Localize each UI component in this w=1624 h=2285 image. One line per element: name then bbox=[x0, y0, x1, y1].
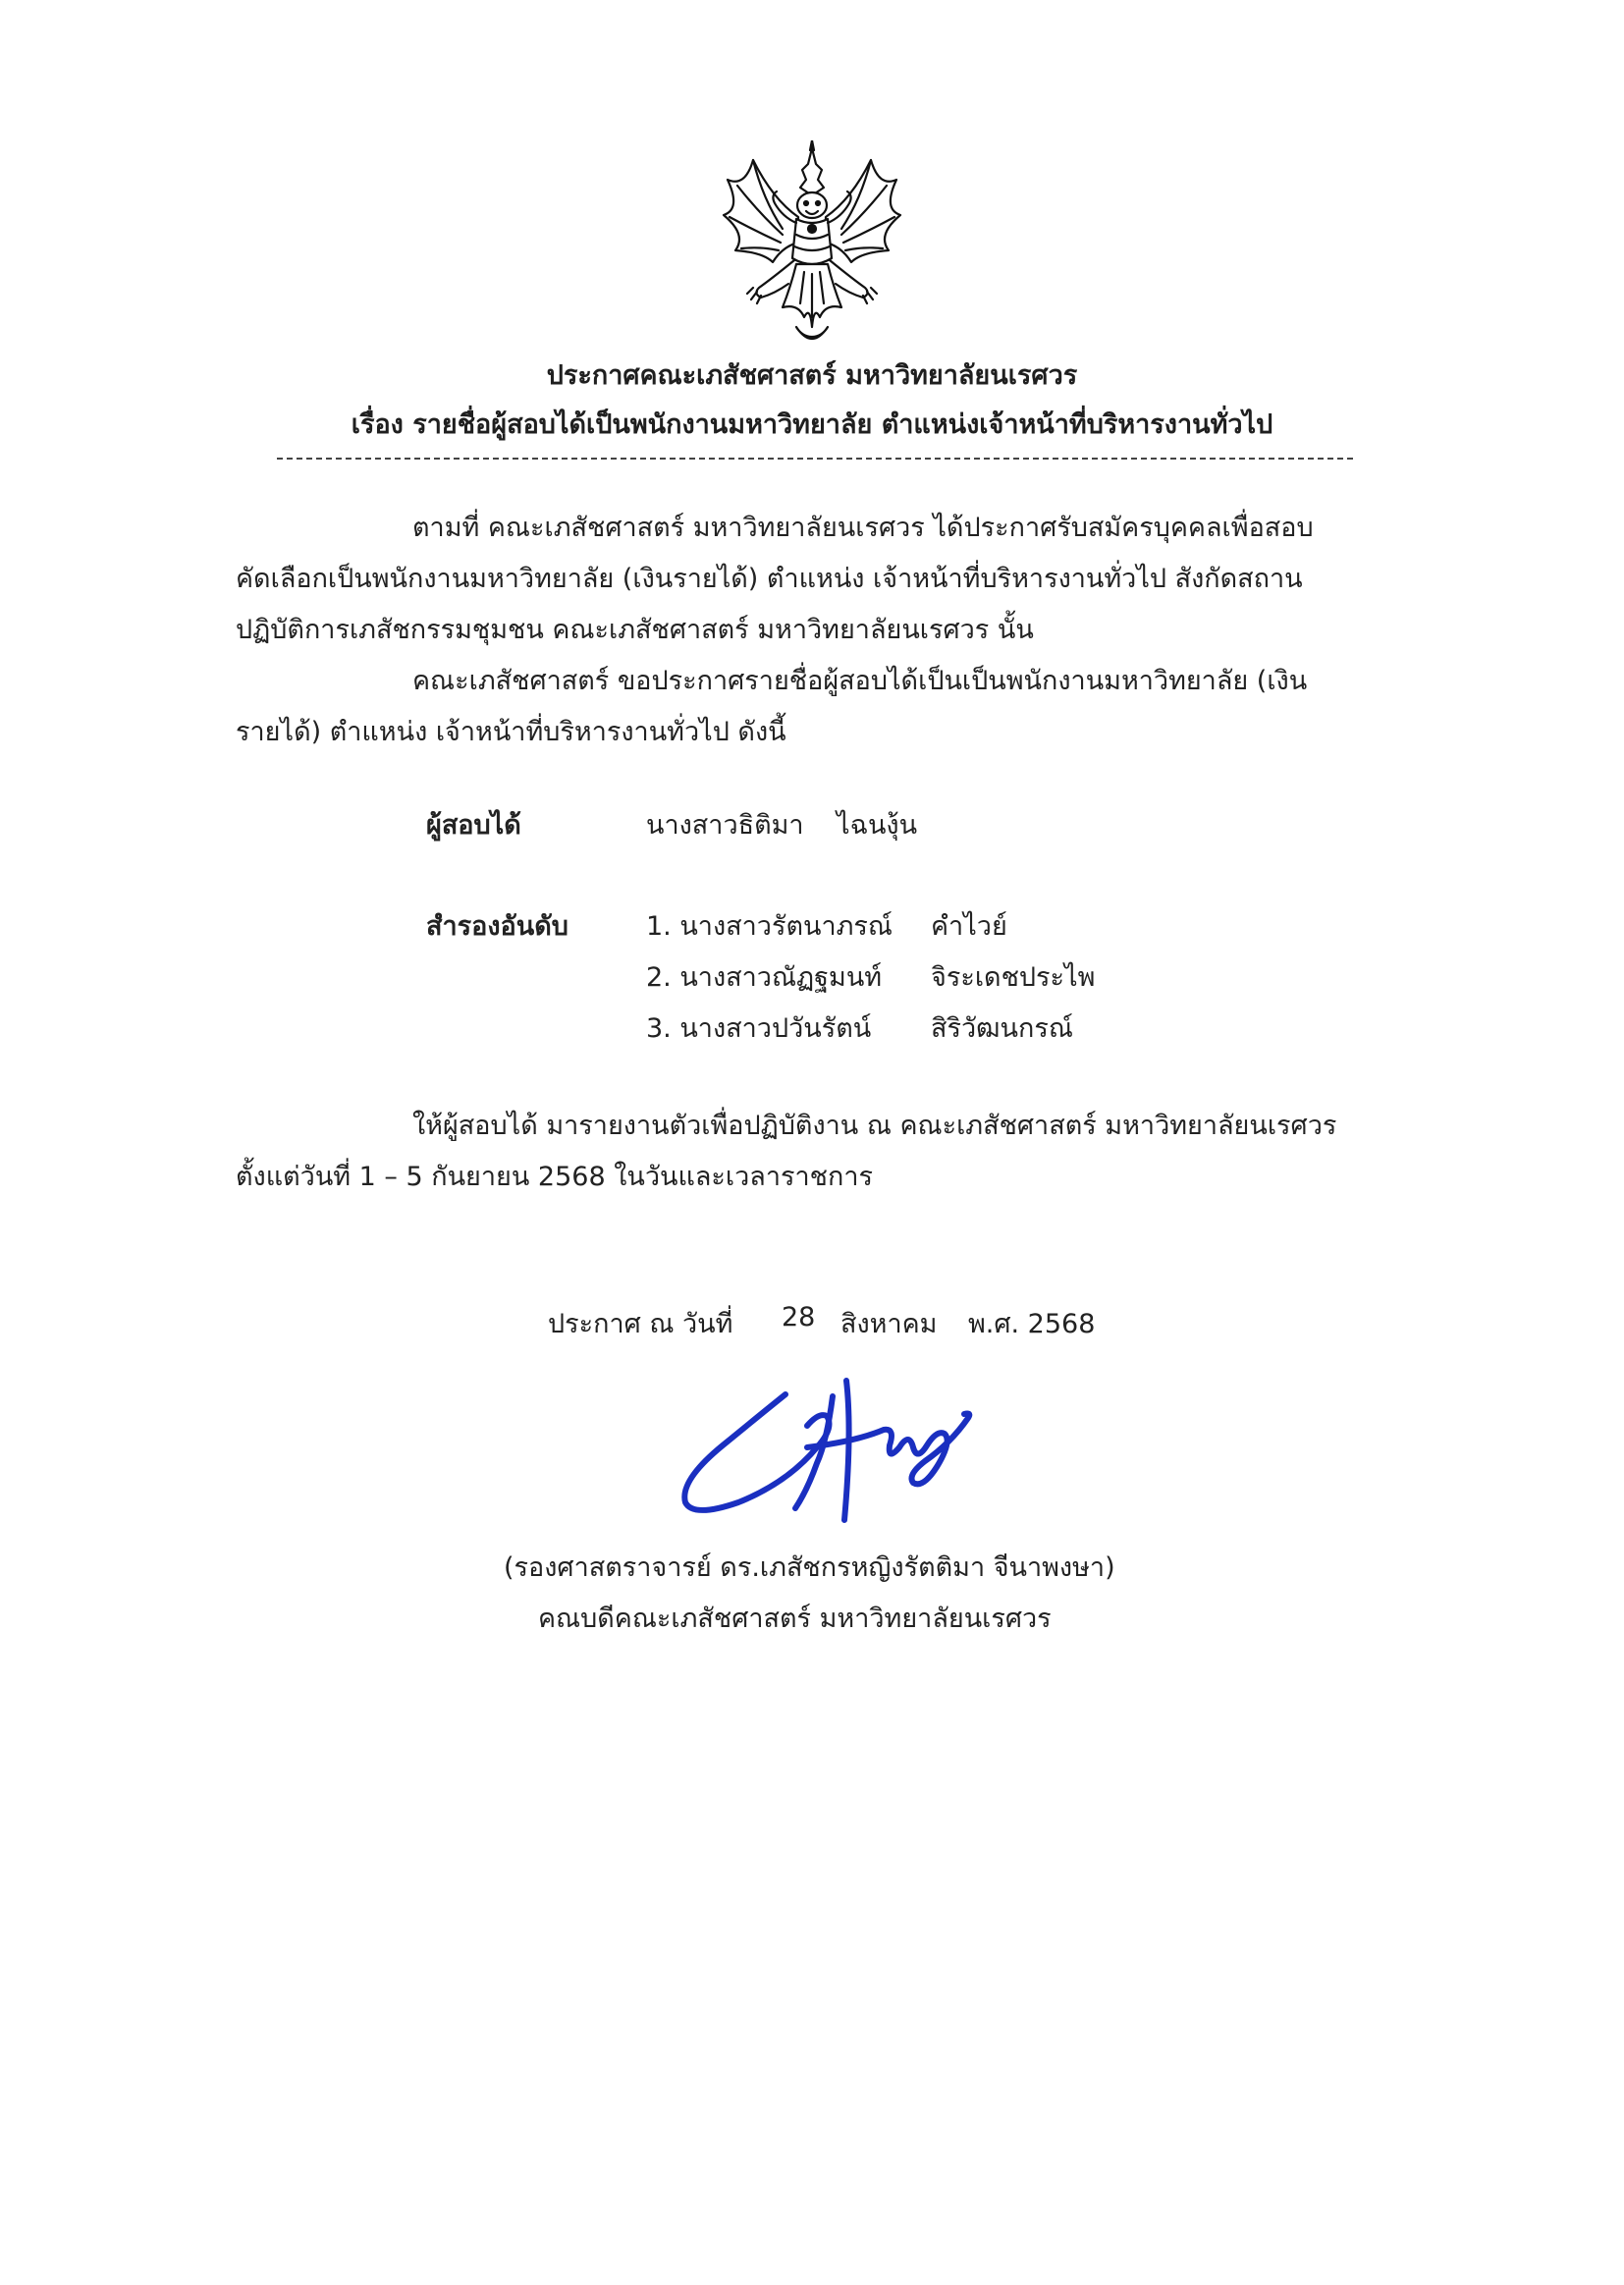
para1-line1: ตามที่ คณะเภสัชศาสตร์ มหาวิทยาลัยนเรศวร ได้ประกาศรับสมัครบุคคลเพื่อสอบ bbox=[412, 513, 1314, 543]
winner-name: นางสาวธิติมา bbox=[646, 810, 804, 841]
document-subject: เรื่อง รายชื่อผู้สอบได้เป็นพนักงานมหาวิทยาลัย ตำแหน่งเจ้าหน้าที่บริหารงานทั่วไป bbox=[351, 409, 1273, 440]
garuda-emblem bbox=[714, 140, 910, 356]
announce-date-prefix: ประกาศ ณ วันที่ bbox=[548, 1309, 733, 1339]
garuda-emblem-icon bbox=[714, 140, 910, 356]
signatory-name: (รองศาสตราจารย์ ดร.เภสัชกรหญิงรัตติมา จีนาพงษา) bbox=[504, 1552, 1115, 1583]
reserve-name: 3. นางสาวปวันรัตน์ bbox=[646, 1013, 872, 1044]
para1-line2: คัดเลือกเป็นพนักงานมหาวิทยาลัย (เงินรายได้) ตำแหน่ง เจ้าหน้าที่บริหารงานทั่วไป สังกัดสถาน bbox=[236, 564, 1303, 594]
document-title: ประกาศคณะเภสัชศาสตร์ มหาวิทยาลัยนเรศวร bbox=[546, 360, 1078, 391]
reserve-surname: สิริวัฒนกรณ์ bbox=[931, 1013, 1073, 1044]
signature-icon bbox=[660, 1373, 994, 1540]
winner-surname: ไฉนงุ้น bbox=[837, 810, 918, 841]
para2-line2: รายได้) ตำแหน่ง เจ้าหน้าที่บริหารงานทั่วไป ดังนี้ bbox=[236, 717, 786, 747]
announce-year: พ.ศ. 2568 bbox=[968, 1309, 1096, 1339]
para3-line1: ให้ผู้สอบได้ มารายงานตัวเพื่อปฏิบัติงาน ณ คณะเภสัชศาสตร์ มหาวิทยาลัยนเรศวร bbox=[412, 1111, 1337, 1141]
para1-line3: ปฏิบัติการเภสัชกรรมชุมชน คณะเภสัชศาสตร์ มหาวิทยาลัยนเรศวร นั้น bbox=[236, 615, 1034, 645]
para2-line1: คณะเภสัชศาสตร์ ขอประกาศรายชื่อผู้สอบได้เป็นเป็นพนักงานมหาวิทยาลัย (เงิน bbox=[412, 666, 1308, 696]
announce-month: สิงหาคม bbox=[840, 1309, 938, 1339]
announce-day: 28 bbox=[782, 1302, 816, 1333]
para3-line2: ตั้งแต่วันที่ 1 – 5 กันยายน 2568 ในวันและเวลาราชการ bbox=[236, 1162, 874, 1192]
reserves-label: สำรองอันดับ bbox=[426, 911, 568, 942]
signature bbox=[660, 1373, 994, 1540]
title-divider bbox=[277, 458, 1353, 460]
winner-label: ผู้สอบได้ bbox=[426, 810, 521, 841]
reserve-name: 2. นางสาวณัฏฐมนท์ bbox=[646, 962, 883, 993]
reserve-surname: คำไวย์ bbox=[931, 911, 1007, 942]
reserve-name: 1. นางสาวรัตนาภรณ์ bbox=[646, 911, 893, 942]
signatory-position: คณบดีคณะเภสัชศาสตร์ มหาวิทยาลัยนเรศวร bbox=[538, 1604, 1052, 1634]
reserve-surname: จิระเดชประไพ bbox=[931, 962, 1096, 993]
